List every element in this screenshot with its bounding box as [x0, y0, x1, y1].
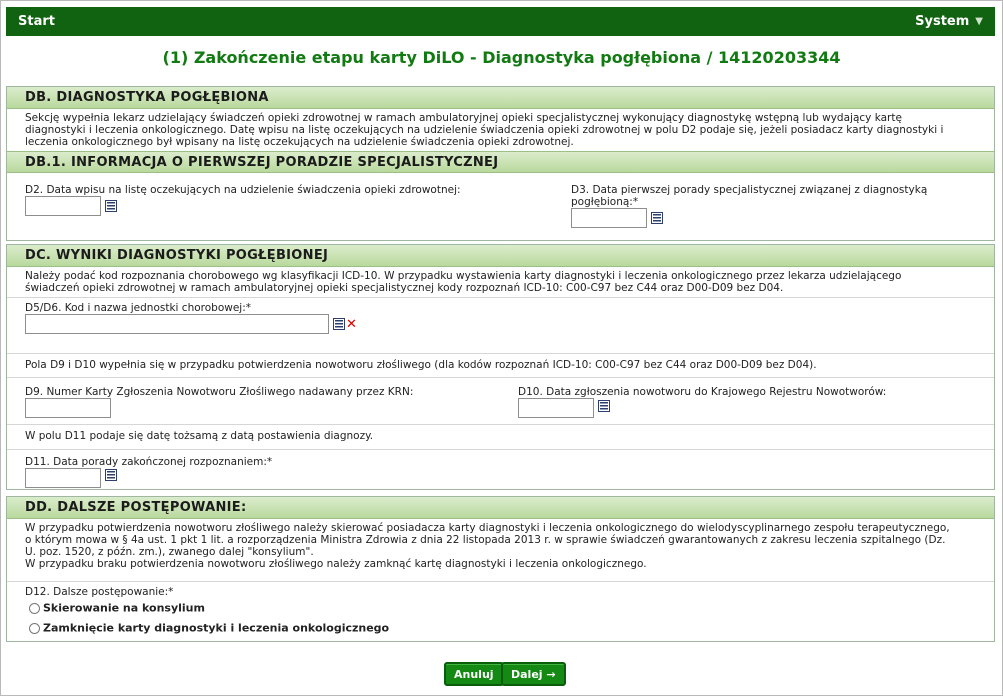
section-db-heading: DB. DIAGNOSTYKA POGŁĘBIONA: [7, 87, 994, 109]
d9-field-group: [25, 398, 111, 418]
d11-field-group: [25, 468, 117, 488]
option-konsylium[interactable]: [29, 601, 205, 615]
db-text-line: Sekcję wypełnia lekarz udzielający świadczeń opieki zdrowotnej w ramach ambulatoryjnej opieki specjalistycznej wykonujący diagnostykę wstępną lub wydający kartę: [25, 112, 902, 124]
divider: [7, 377, 994, 378]
section-db-description: [7, 109, 994, 148]
d11-note: W polu D11 podaje się datę tożsamą z datą postawienia diagnozy.: [25, 430, 374, 442]
d3-label-line: pogłębioną:*: [571, 196, 639, 208]
section-dc-description: [7, 267, 994, 294]
dd-text-line: o którym mowa w § 4a ust. 1 pkt 1 lit. a rozporządzenia Ministra Zdrowia z dnia 22 listopada 2013 r. w sprawie świadczeń gwarantowanych z zakresu leczenia szpitalnego (Dz.: [25, 534, 946, 546]
section-dd-description: [7, 519, 994, 570]
section-dc: [6, 244, 995, 490]
d11-label: D11. Data porady zakończonej rozpoznaniem:*: [25, 456, 273, 468]
d3-field-group: [571, 208, 663, 228]
d9-d10-note: Pola D9 i D10 wypełnia się w przypadku potwierdzenia nowotworu złośliwego (dla kodów rozpoznań ICD-10: C00-C97 bez C44 oraz D00-D09 bez D04).: [25, 359, 817, 371]
page-title: (1) Zakończenie etapu karty DiLO - Diagnostyka pogłębiona / 14120203344: [162, 48, 841, 67]
d5-label: D5/D6. Kod i nazwa jednostki chorobowej:*: [25, 302, 251, 314]
system-menu-label: System: [915, 14, 970, 29]
d5-field-group: [25, 314, 357, 334]
radio-zamkniecie[interactable]: [29, 623, 40, 634]
d9-number-input[interactable]: [25, 398, 111, 418]
calendar-icon[interactable]: [651, 212, 663, 224]
option-zamkniecie-label: Zamknięcie karty diagnostyki i leczenia onkologicznego: [43, 621, 390, 635]
clear-icon[interactable]: ✕: [346, 316, 357, 332]
d3-date-input[interactable]: [571, 208, 647, 228]
option-zamkniecie[interactable]: [29, 621, 389, 635]
start-menu-link[interactable]: Start: [18, 14, 55, 29]
dd-text-line: U. poz. 1520, z późn. zm.), zwanego dalej "konsylium".: [25, 546, 314, 558]
d10-field-group: [518, 398, 610, 418]
system-menu[interactable]: [915, 14, 983, 29]
section-dd: [6, 496, 995, 642]
section-dd-heading: DD. DALSZE POSTĘPOWANIE:: [7, 497, 994, 519]
d11-date-input[interactable]: [25, 468, 101, 488]
dc-text-line: Należy podać kod rozpoznania chorobowego wg klasyfikacji ICD-10. W przypadku wystawienia karty diagnostyki i leczenia onkologicznego przez lekarza udzielającego: [25, 270, 902, 282]
dc-text-line: świadczeń opieki zdrowotnej w ramach ambulatoryjnej opieki specjalistycznej kody rozpoznań ICD-10: C00-C97 bez C44 oraz D00-D09 bez D04.: [25, 282, 784, 294]
d2-date-input[interactable]: [25, 196, 101, 216]
section-dc-heading: DC. WYNIKI DIAGNOSTYKI POGŁĘBIONEJ: [7, 245, 994, 267]
d3-label-line: D3. Data pierwszej porady specjalistycznej związanej z diagnostyką: [571, 184, 928, 196]
d2-field-group: [25, 196, 117, 216]
dd-text-line: W przypadku potwierdzenia nowotworu złośliwego należy skierować posiadacza karty diagnostyki i leczenia onkologicznego do wielodyscyplinarnego zespołu terapeutycznego,: [25, 522, 950, 534]
calendar-icon[interactable]: [105, 200, 117, 212]
option-konsylium-label: Skierowanie na konsylium: [43, 601, 205, 615]
list-icon[interactable]: [333, 318, 345, 330]
radio-konsylium[interactable]: [29, 603, 40, 614]
calendar-icon[interactable]: [105, 469, 117, 481]
divider: [7, 297, 994, 298]
d12-label: D12. Dalsze postępowanie:*: [25, 586, 174, 598]
divider: [7, 424, 994, 425]
d10-date-input[interactable]: [518, 398, 594, 418]
db-text-line: diagnostyki i leczenia onkologicznego. Datę wpisu na listę oczekujących na udzielenie świadczenia opieki zdrowotnej w polu D2 podaje się, jeżeli posiadacz karty diagnostyki i: [25, 124, 944, 136]
next-button[interactable]: Dalej →: [501, 662, 566, 686]
divider: [7, 581, 994, 582]
dd-text-line: W przypadku braku potwierdzenia nowotworu złośliwego należy zamknąć kartę diagnostyki i leczenia onkologicznego.: [25, 558, 647, 570]
d2-label: D2. Data wpisu na listę oczekujących na udzielenie świadczenia opieki zdrowotnej:: [25, 184, 461, 196]
d9-label: D9. Numer Karty Zgłoszenia Nowotworu Złośliwego nadawany przez KRN:: [25, 386, 414, 398]
d5-disease-input[interactable]: [25, 314, 329, 334]
d3-label: [571, 184, 927, 208]
cancel-button[interactable]: Anuluj: [444, 662, 504, 686]
divider: [7, 449, 994, 450]
section-db1-heading: DB.1. INFORMACJA O PIERWSZEJ PORADZIE SPECJALISTYCZNEJ: [7, 151, 994, 173]
d10-label: D10. Data zgłoszenia nowotworu do Krajowego Rejestru Nowotworów:: [518, 386, 887, 398]
divider: [7, 353, 994, 354]
top-bar: [6, 7, 995, 36]
chevron-down-icon: ▼: [975, 16, 983, 27]
section-db: [6, 86, 995, 241]
calendar-icon[interactable]: [598, 400, 610, 412]
db-text-line: leczenia onkologicznego był wpisany na listę oczekujących na udzielenie świadczenia opieki zdrowotnej.: [25, 136, 574, 148]
